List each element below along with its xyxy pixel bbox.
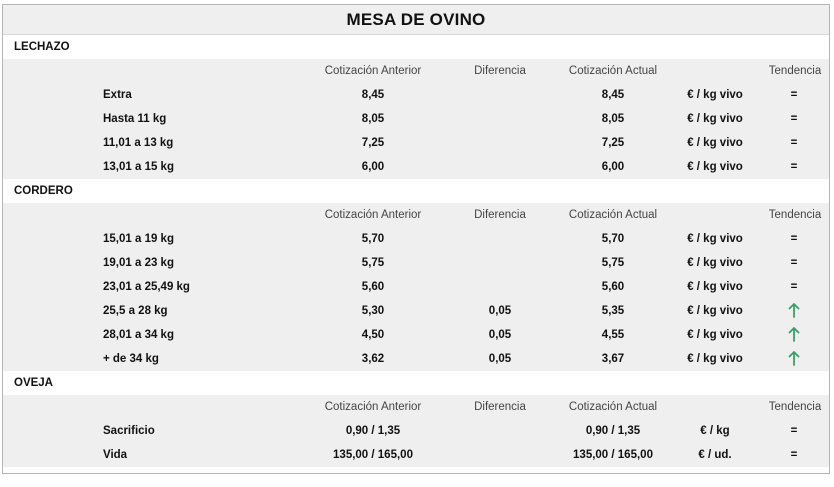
column-header-row [3, 395, 829, 419]
price-unit-text: € / kg vivo [687, 233, 743, 245]
table-row [3, 83, 829, 107]
previous-price-text: 7,25 [361, 137, 385, 149]
table-row [3, 251, 829, 275]
section-header [3, 35, 829, 59]
price-table [2, 4, 830, 474]
category-label: 28,01 a 34 kg [103, 329, 174, 341]
previous-price-text: 3,62 [361, 353, 385, 365]
price-unit-text: € / kg vivo [687, 161, 743, 173]
header-diferencia-text: Diferencia [474, 209, 526, 221]
arrow-up-icon [788, 302, 800, 318]
current-price-text: 5,35 [601, 305, 625, 317]
category-label: 11,01 a 13 kg [103, 137, 174, 149]
header-cotizacion-actual-text: Cotización Actual [568, 401, 658, 413]
category-label: 25,5 a 28 kg [103, 305, 168, 317]
table-row [3, 131, 829, 155]
price-unit-text: € / kg vivo [687, 329, 743, 341]
arrow-up-icon [788, 326, 800, 342]
previous-price-text: 8,45 [361, 89, 385, 101]
previous-price-text: 5,30 [361, 305, 385, 317]
trend-equal-icon: = [790, 425, 798, 437]
previous-price-text: 0,90 / 1,35 [345, 425, 401, 437]
previous-price-text: 5,60 [361, 281, 385, 293]
column-header-row [3, 59, 829, 83]
previous-price-text: 135,00 / 165,00 [333, 449, 413, 461]
table-row [3, 227, 829, 251]
column-header-row [3, 203, 829, 227]
trend-equal-icon: = [790, 89, 798, 101]
previous-price-text: 6,00 [361, 161, 385, 173]
current-price-text: 5,70 [601, 233, 625, 245]
table-row [3, 419, 829, 443]
section-title: OVEJA [14, 377, 53, 389]
price-unit-text: € / kg vivo [687, 305, 743, 317]
trend-equal-icon: = [790, 113, 798, 125]
previous-price-text: 5,75 [361, 257, 385, 269]
price-unit-text: € / kg [700, 425, 730, 437]
table-row [3, 347, 829, 371]
category-label: 19,01 a 23 kg [103, 257, 174, 269]
price-unit-text: € / kg vivo [687, 137, 743, 149]
current-price-text: 0,90 / 1,35 [585, 425, 641, 437]
current-price-text: 6,00 [601, 161, 625, 173]
category-label: Vida [103, 449, 128, 461]
price-unit-text: € / kg vivo [687, 89, 743, 101]
trend-equal-icon: = [790, 257, 798, 269]
section-header [3, 179, 829, 203]
header-cotizacion-actual-text: Cotización Actual [568, 65, 658, 77]
category-label: 13,01 a 15 kg [103, 161, 174, 173]
price-unit-text: € / kg vivo [687, 257, 743, 269]
current-price-text: 5,60 [601, 281, 625, 293]
section-title: CORDERO [14, 185, 73, 197]
category-label: Sacrificio [103, 425, 155, 437]
trend-equal-icon: = [790, 281, 798, 293]
current-price-text: 7,25 [601, 137, 625, 149]
price-difference-text: 0,05 [488, 353, 512, 365]
table-row [3, 323, 829, 347]
price-unit-text: € / kg vivo [687, 281, 743, 293]
price-difference-text: 0,05 [488, 329, 512, 341]
header-diferencia-text: Diferencia [474, 65, 526, 77]
header-tendencia-text: Tendencia [768, 65, 822, 77]
table-row [3, 299, 829, 323]
category-label: 15,01 a 19 kg [103, 233, 174, 245]
current-price-text: 8,05 [601, 113, 625, 125]
trend-equal-icon: = [790, 449, 798, 461]
table-row [3, 275, 829, 299]
header-cotizacion-anterior-text: Cotización Anterior [324, 209, 422, 221]
price-unit-text: € / kg vivo [687, 113, 743, 125]
trend-equal-icon: = [790, 233, 798, 245]
current-price-text: 8,45 [601, 89, 625, 101]
trend-equal-icon: = [790, 137, 798, 149]
header-cotizacion-actual-text: Cotización Actual [568, 209, 658, 221]
table-title: MESA DE OVINO [3, 5, 829, 35]
trend-equal-icon: = [790, 161, 798, 173]
section-title: LECHAZO [14, 41, 70, 53]
category-label: Hasta 11 kg [103, 113, 167, 125]
category-label: + de 34 kg [103, 353, 159, 365]
section-header [3, 371, 829, 395]
price-unit-text: € / kg vivo [687, 353, 743, 365]
header-cotizacion-anterior-text: Cotización Anterior [324, 65, 422, 77]
header-tendencia-text: Tendencia [768, 401, 822, 413]
arrow-up-icon [788, 350, 800, 366]
category-label: 23,01 a 25,49 kg [103, 281, 190, 293]
current-price-text: 4,55 [601, 329, 625, 341]
current-price-text: 5,75 [601, 257, 625, 269]
price-unit-text: € / ud. [698, 449, 732, 461]
table-row [3, 155, 829, 179]
previous-price-text: 5,70 [361, 233, 385, 245]
table-row [3, 443, 829, 467]
previous-price-text: 8,05 [361, 113, 385, 125]
current-price-text: 135,00 / 165,00 [573, 449, 653, 461]
category-label: Extra [103, 89, 132, 101]
table-body [3, 35, 829, 467]
header-tendencia-text: Tendencia [768, 209, 822, 221]
current-price-text: 3,67 [601, 353, 625, 365]
header-diferencia-text: Diferencia [474, 401, 526, 413]
header-cotizacion-anterior-text: Cotización Anterior [324, 401, 422, 413]
price-difference-text: 0,05 [488, 305, 512, 317]
previous-price-text: 4,50 [361, 329, 385, 341]
table-row [3, 107, 829, 131]
